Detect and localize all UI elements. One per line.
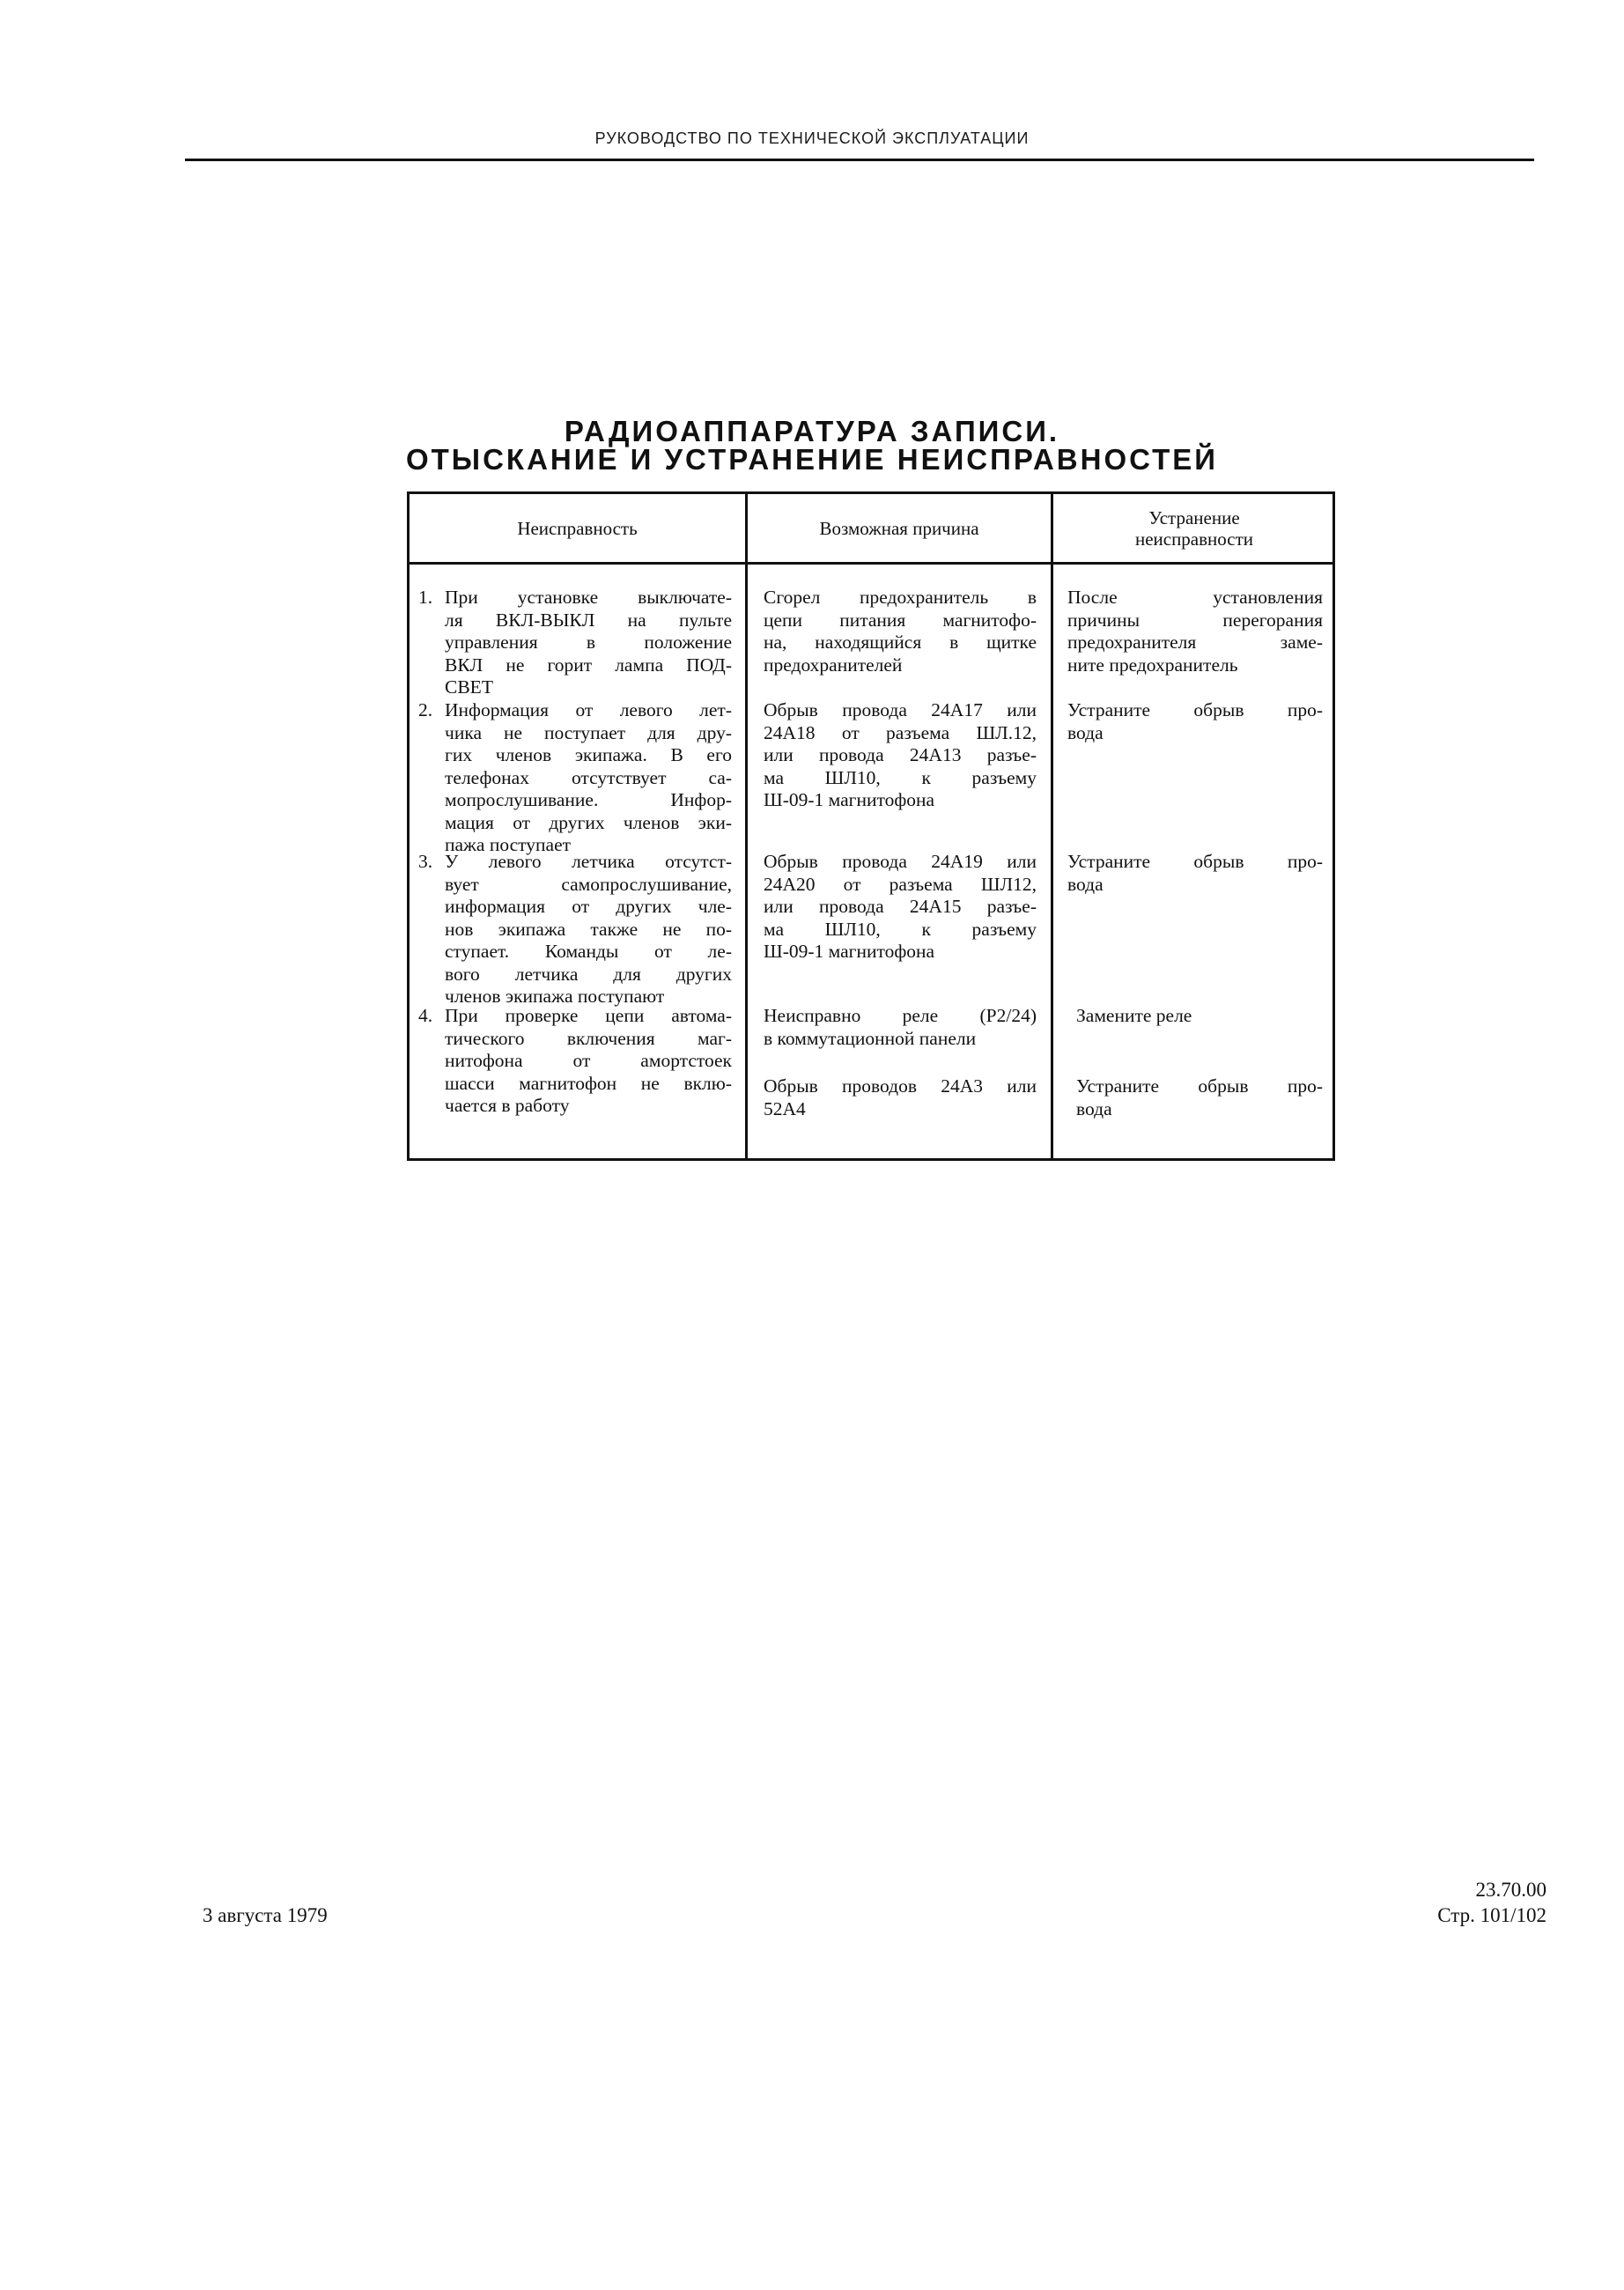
cell-line: нов экипажа также не по- [445,918,732,940]
remedy-cell [1076,1005,1314,1028]
cell-line: в коммутационной панели [764,1027,977,1049]
cause-cell-secondary [764,1075,1037,1120]
cause-cell [764,699,1037,812]
row-number: 4. [418,1005,433,1026]
page-number: Стр. 101/102 [1437,1904,1546,1926]
cell-line: Неисправно реле (Р2/24) [764,1005,1037,1026]
cause-cell [764,587,1037,676]
cell-line: вого летчика для других [445,963,732,985]
cell-line: телефонах отсутствует са- [445,766,732,788]
row-number: 2. [418,699,433,720]
cell-line: на, находящийся в щитке [764,632,1037,653]
fault-cell [445,851,732,1008]
row-number: 3. [418,851,433,872]
cell-line: После установления [1067,587,1323,608]
cell-line: 24А20 от разъема ШЛ12, [764,873,1037,895]
cell-line: информация от других чле- [445,896,732,917]
cell-line: Обрыв провода 24А17 или [764,699,1037,720]
remedy-cell [1067,851,1323,896]
cell-line: нитофона от амортстоек [445,1050,732,1071]
cell-line: чика не поступает для дру- [445,721,732,743]
cell-line: ма ШЛ10, к разъему [764,918,1037,940]
remedy-cell [1067,699,1323,744]
cell-line: вода [1067,721,1104,743]
header-remedy [1053,494,1335,562]
cell-line: Сгорел предохранитель в [764,587,1037,608]
cell-line: 52А4 [764,1097,806,1119]
fault-cell [445,587,732,699]
cell-line: При установке выключате- [445,587,732,608]
cell-line: Ш-09-1 магнитофона [764,941,935,962]
header-rule [185,159,1534,161]
cell-line: шасси магнитофон не вклю- [445,1072,732,1094]
page-title-line-1: РАДИОАППАРАТУРА ЗАПИСИ. [564,415,1060,447]
cell-line: или провода 24А13 разъе- [764,744,1037,765]
cell-line: 24А18 от разъема ШЛ.12, [764,721,1037,743]
cell-line: ступает. Команды от ле- [445,941,732,962]
cell-line: Обрыв проводов 24А3 или [764,1075,1037,1097]
header-remedy-line-1: Устранение [1148,506,1240,528]
cell-line: или провода 24А15 разъе- [764,896,1037,917]
cell-line: управления в положение [445,632,732,653]
cell-line: У левого летчика отсутст- [445,851,732,872]
cell-line: мация от других членов эки- [445,811,732,833]
column-divider [745,494,748,1158]
header-fault: Неисправность [517,517,638,539]
cell-line: ля ВКЛ-ВЫКЛ на пульте [445,609,732,631]
cell-line: Устраните обрыв про- [1076,1075,1323,1097]
cell-line: чается в работу [445,1095,570,1116]
cell-line: Ш-09-1 магнитофона [764,789,935,810]
troubleshooting-table [407,491,1335,1161]
header-divider [410,562,1332,565]
cell-line: причины перегорания [1067,609,1323,631]
cell-line: вода [1076,1097,1112,1119]
cell-line: членов экипажа поступают [445,986,665,1007]
running-header: РУКОВОДСТВО ПО ТЕХНИЧЕСКОЙ ЭКСПЛУАТАЦИИ [594,129,1030,147]
cell-line: Устраните обрыв про- [1067,851,1323,872]
cause-cell [764,1005,1037,1050]
cell-line: мопрослушивание. Инфор- [445,789,732,810]
cell-line: При проверке цепи автома- [445,1005,732,1026]
row-number: 1. [418,587,433,608]
cell-line: гих членов экипажа. В его [445,744,732,765]
cell-line: предохранителей [764,654,903,676]
cell-line: Обрыв провода 24А19 или [764,851,1037,872]
cell-line: Информация от левого лет- [445,699,732,720]
cell-line: ВКЛ не горит лампа ПОД- [445,654,732,676]
cell-line: цепи питания магнитофо- [764,609,1037,631]
cell-line: пажа поступает [445,834,572,855]
remedy-cell [1067,587,1323,676]
document-number: 23.70.00 [1475,1879,1546,1901]
cell-line: предохранителя заме- [1067,632,1323,653]
issue-date: 3 августа 1979 [203,1904,328,1926]
cell-line: СВЕТ [445,676,493,698]
cell-line: Устраните обрыв про- [1067,699,1323,720]
remedy-cell-secondary [1076,1075,1323,1120]
cause-cell [764,851,1037,964]
cell-line: ните предохранитель [1067,654,1238,676]
header-remedy-line-2: неисправности [1134,528,1254,550]
cell-line: ма ШЛ10, к разъему [764,766,1037,788]
fault-cell [445,699,732,857]
column-divider [1051,494,1053,1158]
header-cause: Возможная причина [819,517,979,539]
cell-line: вует самопрослушивание, [445,873,732,895]
cell-line: тического включения маг- [445,1027,732,1049]
fault-cell [445,1005,732,1118]
cell-line: вода [1067,873,1104,895]
cell-line: Замените реле [1076,1005,1192,1026]
page-title-line-2: ОТЫСКАНИЕ И УСТРАНЕНИЕ НЕИСПРАВНОСТЕЙ [405,443,1219,476]
